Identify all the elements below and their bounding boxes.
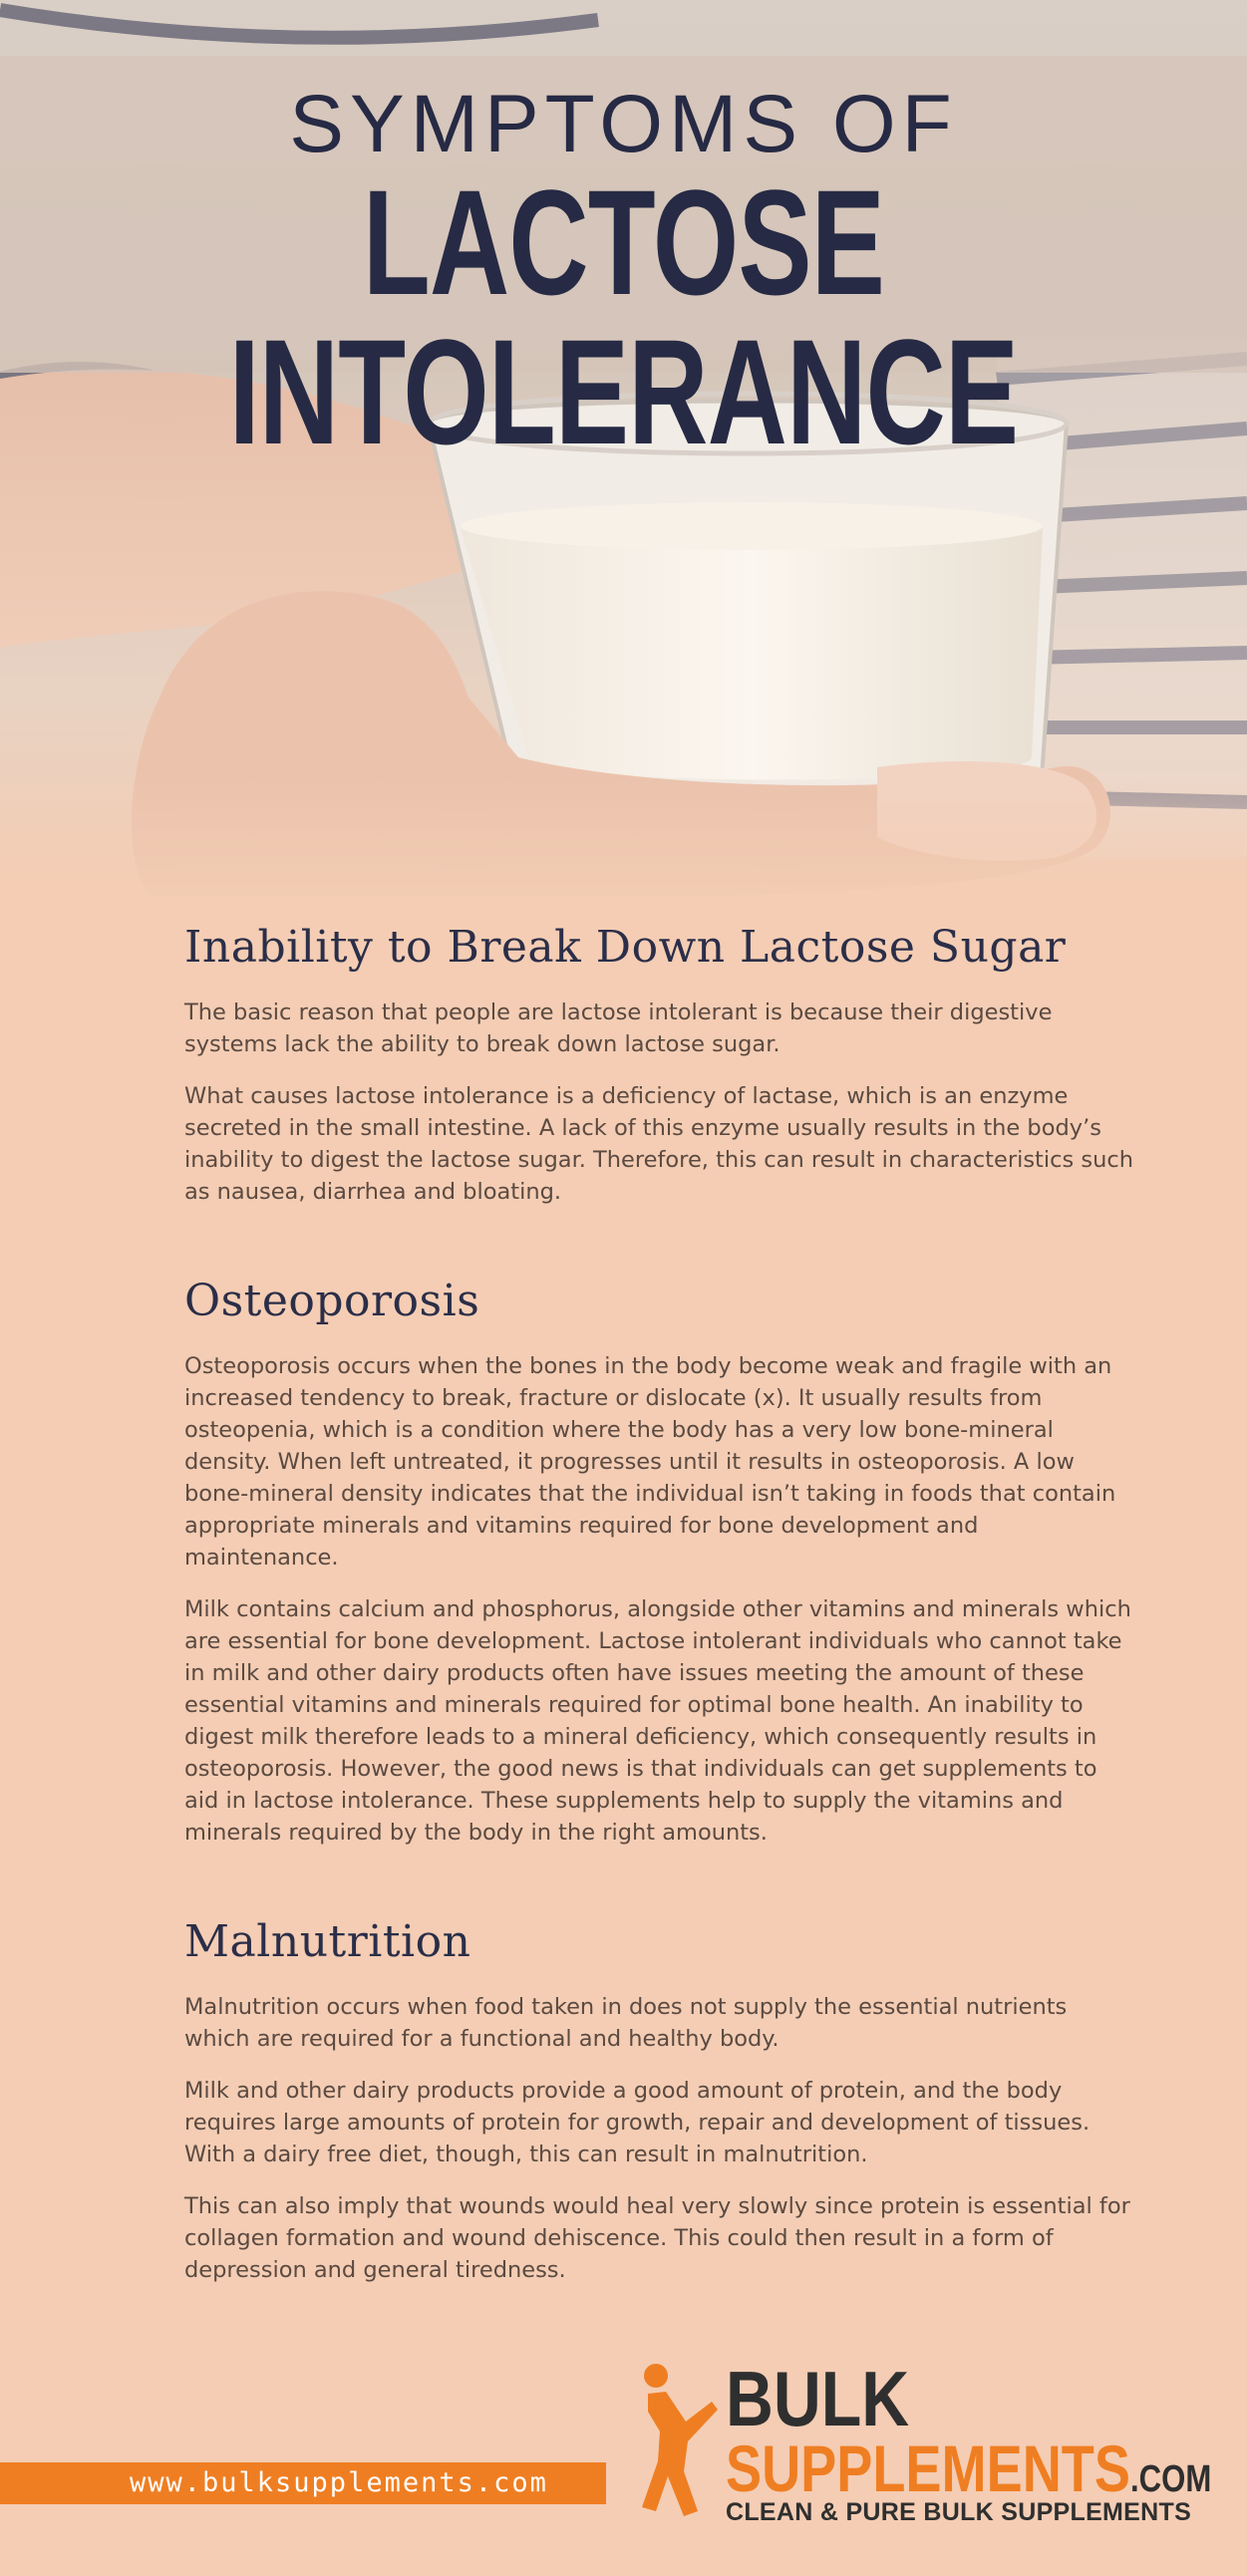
- logo-supplements: [726, 2432, 1212, 2505]
- section-title: Malnutrition: [184, 1916, 471, 1967]
- title-line-1: SYMPTOMS OF: [289, 79, 958, 169]
- section-title: Osteoporosis: [184, 1276, 480, 1326]
- footer-url-link[interactable]: www.bulksupplements.com: [130, 2467, 548, 2498]
- paragraph: This can also imply that wounds would heal very slowly since protein is essential for collagen formation and wound dehiscence. This could then result in a form of depression and general tiredness.: [184, 2193, 1130, 2283]
- paragraph: Milk and other dairy products provide a good amount of protein, and the body requires large amounts of protein for growth, repair and development of tissues. With a dairy free diet, though, this can result in malnutrition.: [184, 2078, 1091, 2167]
- article-content: [184, 922, 1136, 2354]
- section-lactose-sugar: [184, 922, 1136, 1208]
- paragraph: Osteoporosis occurs when the bones in the body become weak and fragile with an increased tendency to break, fracture or dislocate (x). It usually results from osteopenia, which is a condition where the body has a very low bone-mineral density. When left untreated, it progresses until it results in osteoporosis. A low bone-mineral density indicates that the individual isn’t taking in foods that contain appropriate minerals and vitamins required for bone development and maintenance.: [184, 1353, 1116, 1571]
- logo-bulk: BULK: [726, 2355, 910, 2442]
- paragraph: Milk contains calcium and phosphorus, alongside other vitamins and minerals which are essential for bone development. Lactose intolerant individuals who cannot take in milk and other dairy products often have issues meeting the amount of these essential vitamins and minerals required for optimal bone health. An inability to digest milk therefore leads to a mineral deficiency, which consequently results in osteoporosis. However, the good news is that individuals can get supplements to aid in lactose intolerance. These supplements help to supply the vitamins and minerals required by the body in the right amounts.: [184, 1596, 1131, 1846]
- paragraph: The basic reason that people are lactose intolerant is because their digestive systems lack the ability to break down lactose sugar.: [184, 1000, 1053, 1057]
- title-line-2: LACTOSE INTOLERANCE: [228, 158, 1019, 475]
- paragraph: Malnutrition occurs when food taken in does not supply the essential nutrients which are required for a functional and healthy body.: [184, 1994, 1068, 2052]
- paragraph: What causes lactose intolerance is a deficiency of lactase, which is an enzyme secreted in the small intestine. A lack of this enzyme usually results in the body’s inability to digest the lactose sugar. Therefore, this can result in characteristics such as nausea, diarrhea and bloating.: [184, 1083, 1133, 1205]
- logo-dotcom: .COM: [1129, 2458, 1212, 2500]
- logo-supplements-text: SUPPLEMENTS: [726, 2432, 1130, 2505]
- logo-tagline: CLEAN & PURE BULK SUPPLEMENTS: [726, 2498, 1192, 2526]
- section-title: Inability to Break Down Lactose Sugar: [184, 922, 1067, 973]
- section-osteoporosis: [184, 1276, 1136, 1849]
- logo-figure-icon: [638, 2362, 718, 2521]
- section-malnutrition: [184, 1916, 1136, 2286]
